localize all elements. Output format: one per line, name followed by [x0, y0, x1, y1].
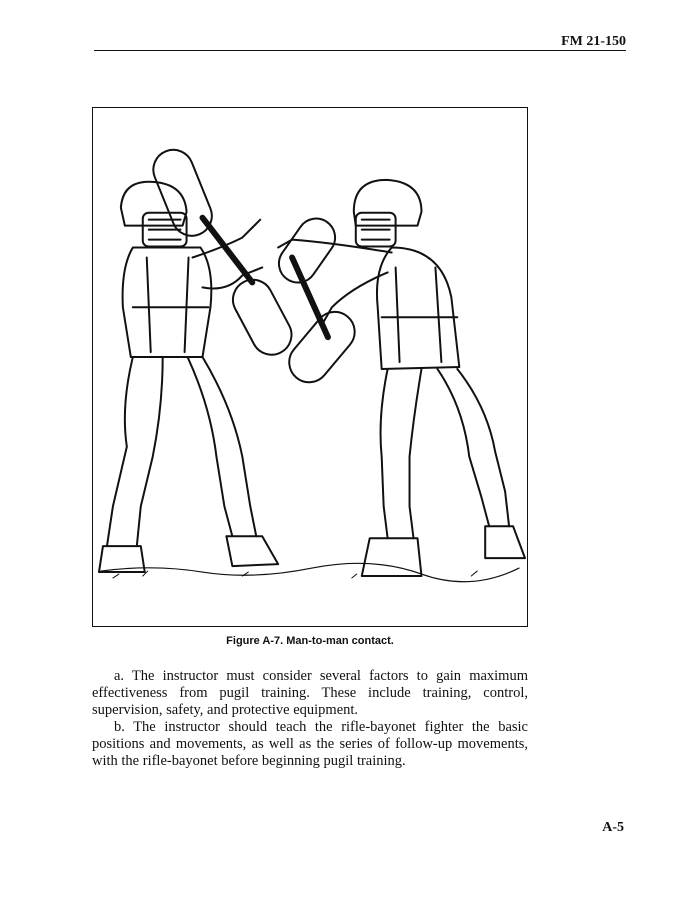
figure-caption: Figure A-7. Man-to-man contact.: [226, 635, 394, 647]
figure-illustration: [92, 107, 528, 627]
manual-code: FM 21-150: [561, 34, 626, 49]
paragraph-a: a. The instructor must consider several factors to gain maximum effectiveness from pugil training. These include training, control, supervision, safety, and protective equipment.: [92, 668, 528, 718]
right-soldier: [272, 180, 525, 576]
paragraph-b: b. The instructor should teach the rifle-bayonet fighter the basic positions and movements, as well as the series of follow-up movements, with the rifle-bayonet before beginning pugil training.: [92, 719, 528, 769]
page-number: A-5: [602, 820, 624, 835]
header-rule: [94, 50, 626, 51]
two-soldiers-pugil-stick-sparring-icon: [93, 108, 527, 626]
body-text: [92, 668, 528, 770]
left-soldier: [99, 144, 299, 572]
